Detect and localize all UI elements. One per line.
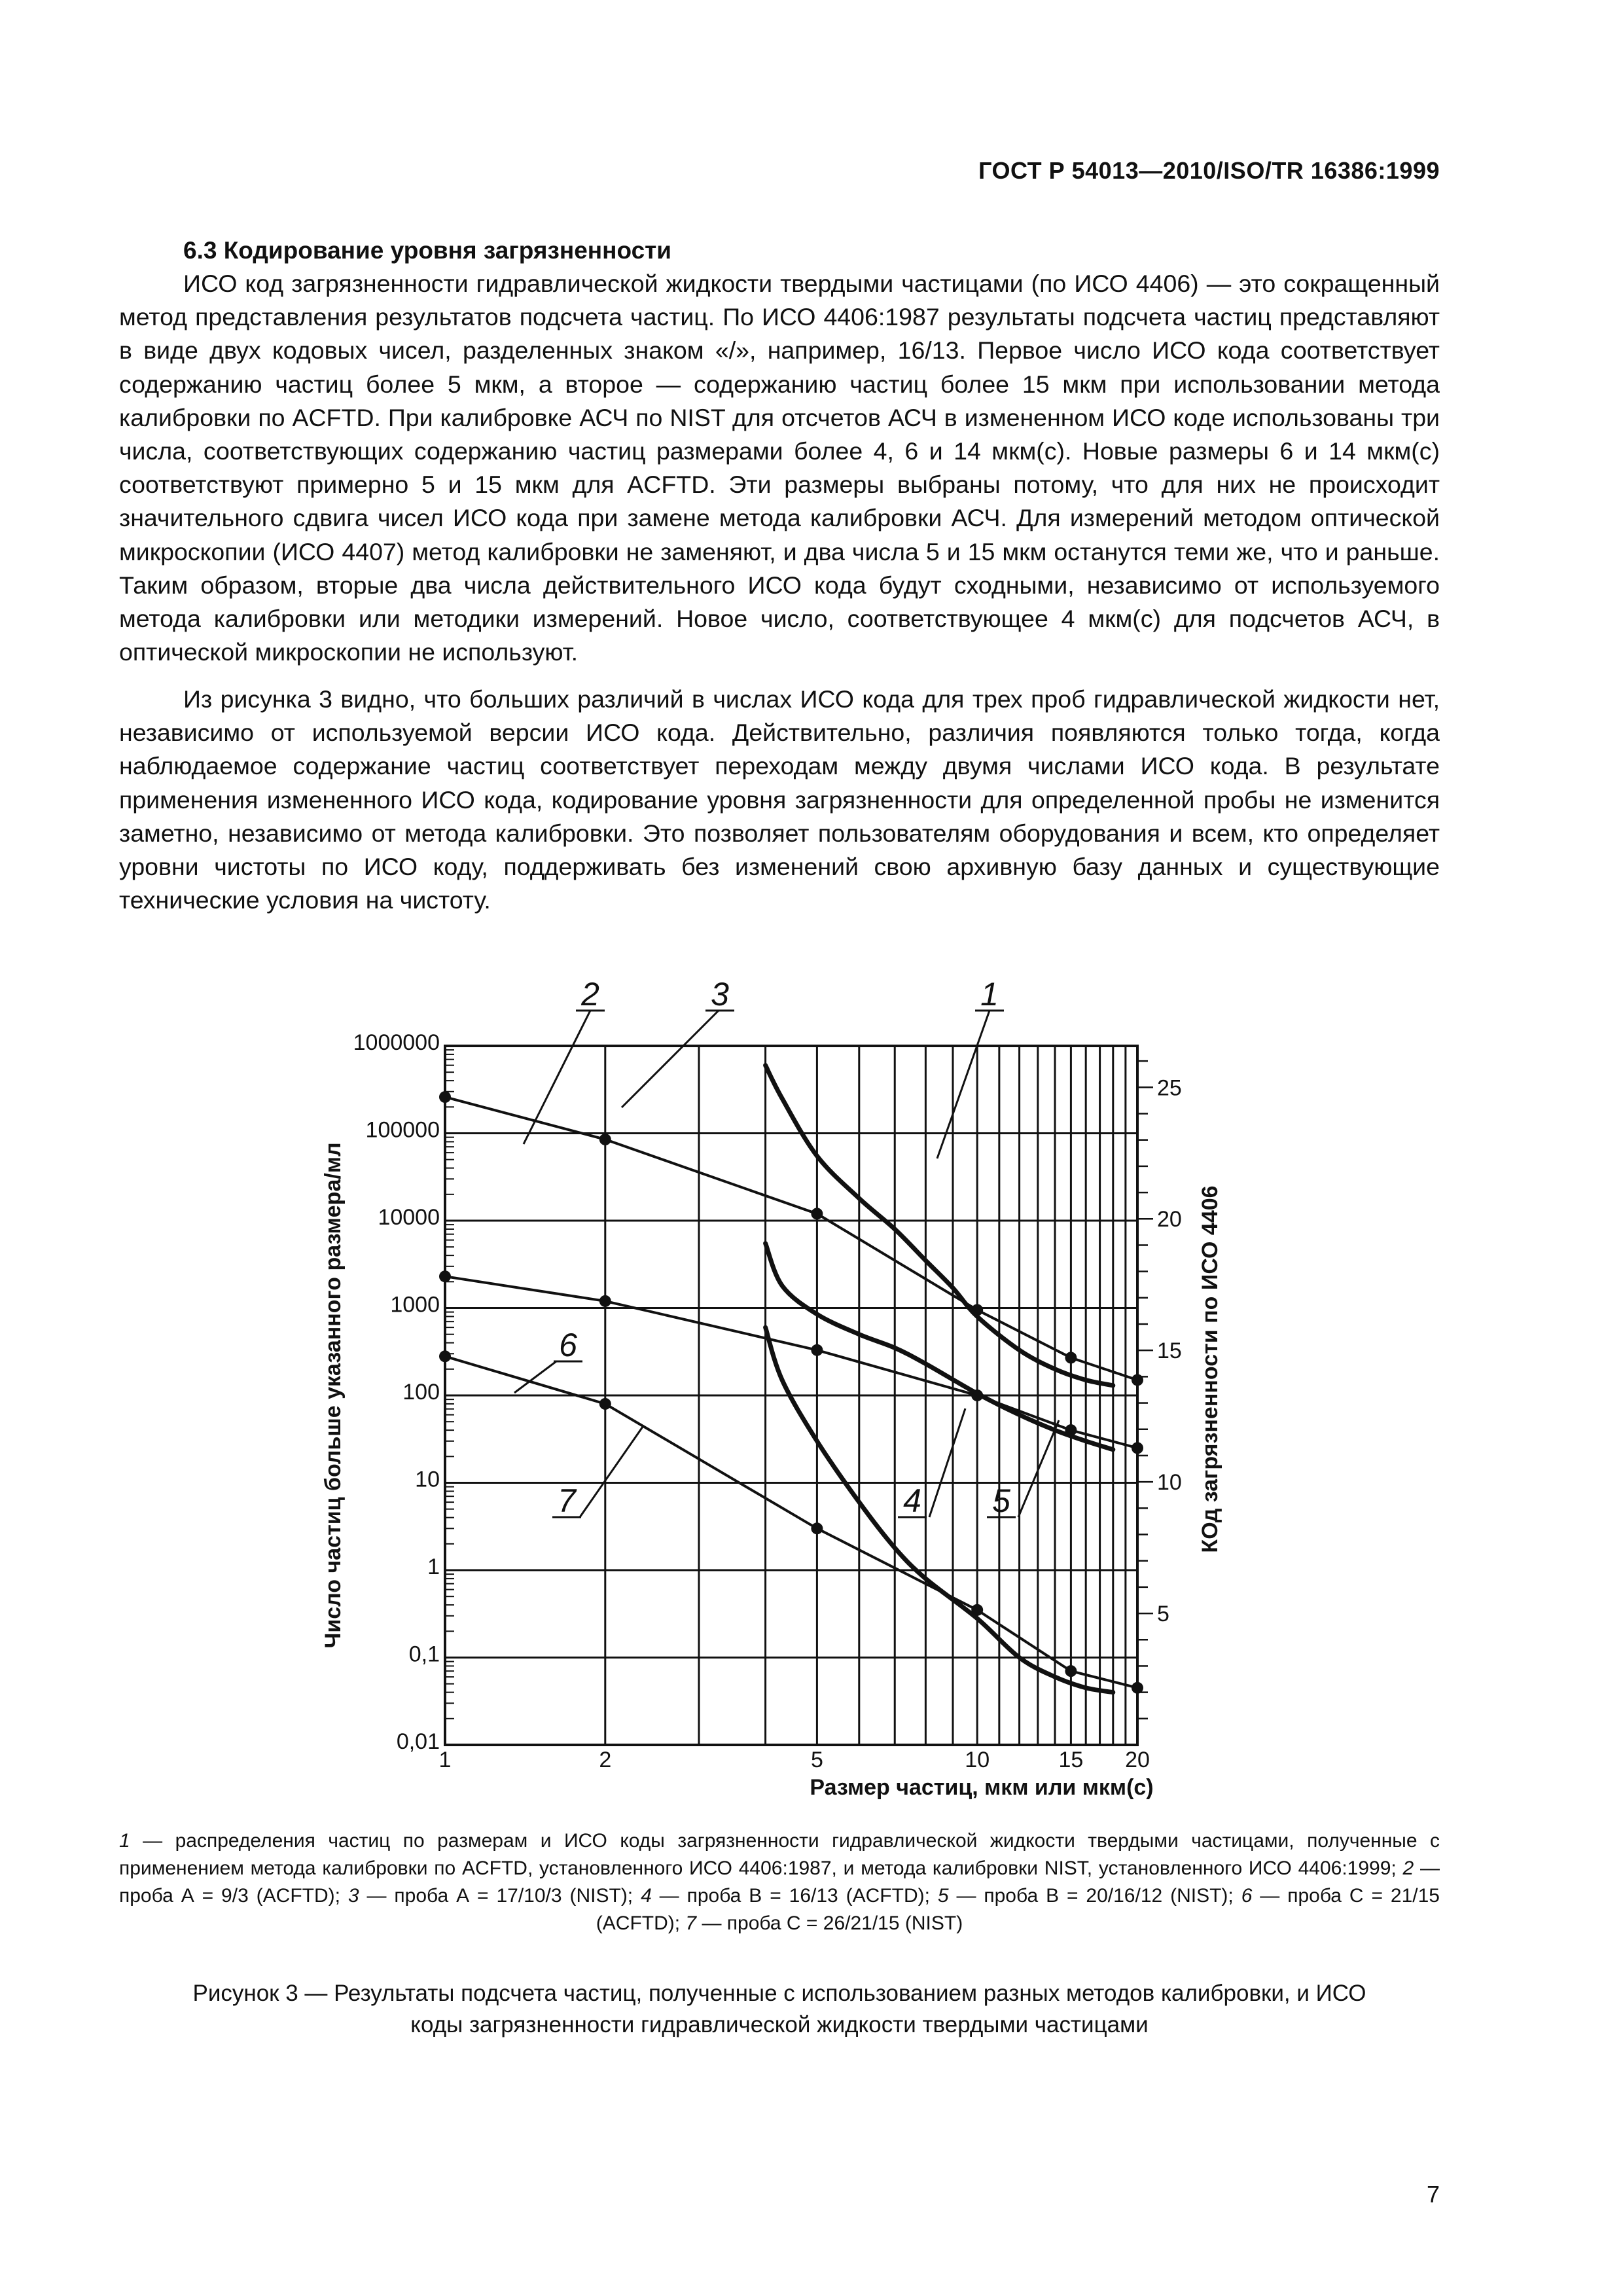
legend-key-4: 4 bbox=[641, 1885, 652, 1907]
y2-tick-label: 5 bbox=[1157, 1602, 1169, 1627]
callout-6-number: 6 bbox=[559, 1327, 577, 1363]
legend-text-1: — распределения частиц по размерам и ИСО коды загрязненности гидравлической жидкости твердыми частицами, полученные с применением метода калибровки по ACFTD, установленного ИСО 4406:1987, и метода калибровки NIST, установленного ИСО 4406:1999; bbox=[119, 1830, 1440, 1879]
callout-4-number: 4 bbox=[903, 1482, 921, 1519]
legend-key-2: 2 bbox=[1402, 1857, 1414, 1879]
y-tick-label: 0,1 bbox=[408, 1641, 440, 1667]
series-2-line bbox=[445, 1097, 1137, 1380]
figure-caption-line-1: Рисунок 3 — Результаты подсчета частиц, полученные с использованием разных методов калибровки, и ИСО bbox=[192, 1981, 1366, 2006]
callout-4-leader bbox=[929, 1408, 965, 1517]
y-tick-label: 1 bbox=[427, 1554, 440, 1579]
document-header: ГОСТ Р 54013—2010/ISO/TR 16386:1999 bbox=[978, 157, 1440, 184]
x-tick-label: 10 bbox=[965, 1748, 990, 1772]
series-6-point bbox=[439, 1350, 451, 1362]
x-tick-label: 2 bbox=[599, 1748, 612, 1772]
figure-caption bbox=[119, 1978, 1440, 2041]
figure-3-chart bbox=[0, 969, 1623, 1806]
series-2-point bbox=[811, 1208, 823, 1219]
series-2-point bbox=[1065, 1352, 1077, 1363]
legend-key-5: 5 bbox=[937, 1885, 949, 1907]
y-tick-label: 10 bbox=[415, 1467, 440, 1492]
series-4-point bbox=[599, 1295, 611, 1307]
series-6-point bbox=[599, 1398, 611, 1410]
y-tick-label: 0,01 bbox=[396, 1729, 440, 1754]
callout-2-number: 2 bbox=[581, 976, 599, 1013]
callout-1-leader bbox=[937, 1011, 990, 1158]
series-6-point bbox=[811, 1522, 823, 1534]
legend-key-7: 7 bbox=[685, 1912, 697, 1934]
y-tick-label: 1000000 bbox=[353, 1030, 440, 1055]
paragraph-1: ИСО код загрязненности гидравлической жидкости твердыми частицами (по ИСО 4406) — это сокращенный метод представления результатов подсчета частиц. По ИСО 4406:1987 результаты подсчета частиц представляют в виде двух кодовых чисел, разделенных знаком «/», например, 16/13. Первое число ИСО кода соответствует содержанию частиц более 5 мкм, а второе — содержанию частиц более 15 мкм при использовании метода калибровки по ACFTD. При калибровке АСЧ по NIST для отсчетов АСЧ в измененном ИСО коде использованы три числа, соответствующих содержанию частиц размерами более 4, 6 и 14 мкм(с). Новые размеры 6 и 14 мкм(с) соответствуют примерно 5 и 15 мкм для ACFTD. Эти размеры выбраны потому, что для них не происходит значительного сдвига чисел ИСО кода при замене метода калибровки АСЧ. Для измерений методом оптической микроскопии (ИСО 4407) метод калибровки не заменяют, и два числа 5 и 15 мкм останутся теми же, что и раньше. Таким образом, вторые два числа действительного ИСО кода будут сходными, независимо от используемого метода калибровки или методики измерений. Новое число, соответствующее 4 мкм(с) для подсчетов АСЧ, в оптической микроскопии не используют. bbox=[119, 270, 1440, 666]
y-tick-label: 100 bbox=[402, 1380, 440, 1405]
series-2-point bbox=[439, 1091, 451, 1103]
x-tick-label: 15 bbox=[1058, 1748, 1084, 1772]
x-tick-label: 5 bbox=[810, 1748, 823, 1772]
callout-2-leader bbox=[524, 1011, 590, 1144]
page-number: 7 bbox=[1426, 2181, 1440, 2208]
y2-tick-label: 25 bbox=[1157, 1075, 1182, 1101]
series-6-line bbox=[445, 1356, 1137, 1687]
series-4-point bbox=[439, 1270, 451, 1282]
series-2-point bbox=[599, 1134, 611, 1145]
y-axis-label: Число частиц больше указанного размера/мл bbox=[321, 1142, 346, 1649]
y2-tick-label: 10 bbox=[1157, 1470, 1182, 1496]
legend-text-3: — проба А = 17/10/3 (NIST); bbox=[359, 1885, 641, 1907]
callout-7-number: 7 bbox=[558, 1482, 576, 1519]
callout-3-leader bbox=[622, 1011, 719, 1107]
legend-text-7: — проба С = 26/21/15 (NIST) bbox=[696, 1912, 963, 1934]
callout-7-leader bbox=[580, 1427, 643, 1517]
legend-key-6: 6 bbox=[1241, 1885, 1253, 1907]
figure-legend bbox=[119, 1827, 1440, 1937]
paragraph-2: Из рисунка 3 видно, что больших различий в числах ИСО кода для трех проб гидравлической жидкости нет, независимо от используемой версии ИСО кода. Действительно, различия появляются только тогда, когда наблюдаемое содержание частиц соответствует переходам между двумя числами ИСО кода. В результате применения измененного ИСО кода, кодирование уровня загрязненности для определенной пробы не изменится заметно, независимо от метода калибровки. Это позволяет пользователям оборудования и всем, кто определяет уровни чистоты по ИСО коду, поддерживать без изменений свою архивную базу данных и существующие технические условия на чистоту. bbox=[119, 685, 1440, 914]
series-4-point bbox=[1132, 1442, 1143, 1454]
callout-1-number: 1 bbox=[980, 976, 999, 1013]
y-tick-label: 10000 bbox=[378, 1205, 440, 1230]
y2-tick-label: 15 bbox=[1157, 1338, 1182, 1364]
legend-key-1: 1 bbox=[119, 1830, 130, 1852]
y-tick-label: 100000 bbox=[365, 1117, 440, 1143]
series-4-point bbox=[811, 1344, 823, 1356]
callout-5-number: 5 bbox=[992, 1482, 1010, 1519]
section-title: 6.3 Кодирование уровня загрязненности bbox=[183, 237, 672, 264]
legend-text-5: — проба В = 20/16/12 (NIST); bbox=[948, 1885, 1241, 1907]
y-tick-label: 1000 bbox=[390, 1292, 440, 1318]
x-tick-label: 1 bbox=[438, 1748, 452, 1772]
chart-labels bbox=[321, 1142, 1222, 1800]
legend-key-3: 3 bbox=[348, 1885, 359, 1907]
figure-caption-line-2: коды загрязненности гидравлической жидкости твердыми частицами bbox=[410, 2012, 1149, 2037]
series-6-point bbox=[1065, 1665, 1077, 1677]
callout-3-number: 3 bbox=[711, 976, 729, 1013]
legend-text-2: — проба А = 9/3 (ACFTD); bbox=[119, 1857, 1440, 1907]
legend-text-4: — проба В = 16/13 (ACFTD); bbox=[651, 1885, 938, 1907]
x-tick-label: 20 bbox=[1125, 1748, 1150, 1772]
legend-text-6: — проба С = 21/15 (ACFTD); bbox=[596, 1885, 1440, 1934]
y2-tick-label: 20 bbox=[1157, 1207, 1182, 1232]
x-axis-label: Размер частиц, мкм или мкм(с) bbox=[810, 1775, 1154, 1800]
y2-axis-label: КОд загрязненности по ИСО 4406 bbox=[1198, 1185, 1222, 1553]
